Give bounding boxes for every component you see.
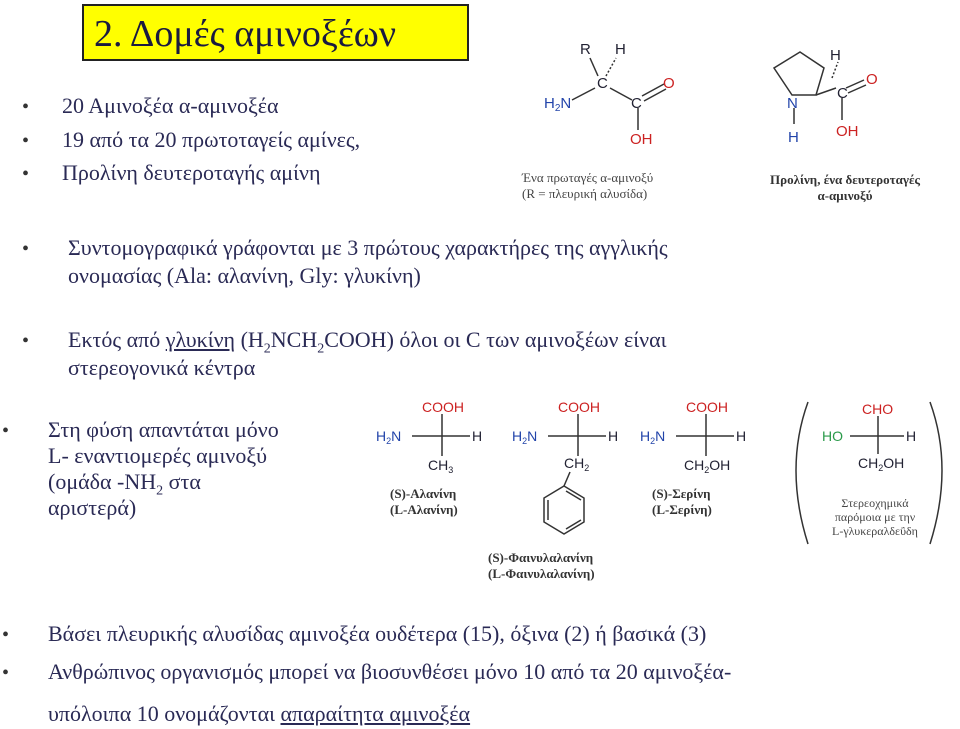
nature-line4: αριστερά)	[48, 495, 137, 520]
nature-line1: Στη φύση απαντάται μόνο	[48, 417, 279, 442]
svg-text:H: H	[615, 41, 626, 58]
svg-text:O: O	[663, 75, 675, 92]
svg-text:OH: OH	[836, 123, 859, 140]
svg-text:CH2: $CH_2$	[564, 455, 590, 473]
bullet-dot: •	[22, 130, 30, 152]
proline-caption: Προλίνη, ένα δευτεροταγές α-αμινοξύ	[770, 172, 920, 203]
svg-text:COOH: COOH	[422, 399, 464, 415]
svg-text:H: H	[472, 428, 482, 444]
serine-caption: (S)-Σερίνη (L-Σερίνη)	[652, 486, 712, 517]
proline-structure	[752, 40, 902, 160]
svg-text:H: H	[608, 428, 618, 444]
svg-text:H: H	[736, 428, 746, 444]
glycine-link[interactable]: γλυκίνη	[165, 327, 236, 352]
phenylalanine-fischer-projection	[508, 396, 618, 546]
svg-text:COOH: COOH	[686, 399, 728, 415]
serine-fischer-projection	[636, 396, 746, 476]
svg-text:H: H	[788, 129, 799, 146]
svg-text:COOH: COOH	[558, 399, 600, 415]
bullet-20-aminoacids: 20 Αμινοξέα α-αμινοξέα	[62, 93, 279, 118]
svg-text:H2N: $H_2N$	[376, 428, 402, 446]
svg-text:H2N: $H_2N$	[544, 95, 572, 114]
nature-line2: L- εναντιομερές αμινοξύ	[48, 443, 268, 468]
svg-text:N: N	[787, 95, 798, 112]
bullet-proline: Προλίνη δευτεροταγής αμίνη	[62, 160, 321, 185]
bullet-dot: •	[2, 662, 10, 684]
svg-text:R: R	[580, 41, 591, 58]
svg-text:HO: HO	[822, 428, 843, 444]
sidechain-bullet: Βάσει πλευρικής αλυσίδας αμινοξέα ουδέτερα (15), όξινα (2) ή βασικά (3)	[48, 621, 707, 646]
essential-aminoacids-link[interactable]: απαραίτητα αμινοξέα	[280, 701, 471, 726]
bullet-dot: •	[22, 163, 30, 185]
svg-text:C: C	[631, 95, 642, 112]
abbr-line1: Συντομογραφικά γράφονται με 3 πρώτους χαρακτήρες της αγγλικής	[68, 235, 668, 260]
svg-text:H2N: $H_2N$	[512, 428, 538, 446]
nature-line3: (ομάδα $-NH_2$ στα	[48, 469, 201, 499]
svg-text:CHO: CHO	[862, 401, 894, 417]
abbr-line2: ονομασίας (Ala: αλανίνη, Gly: γλυκίνη)	[68, 263, 421, 288]
bullet-primary-amines: 19 από τα 20 πρωτοταγείς αμίνες,	[62, 127, 361, 152]
svg-text:CH2OH: $CH_2OH$	[858, 455, 905, 473]
svg-text:H2N: $H_2N$	[640, 428, 666, 446]
bullet-dot: •	[22, 330, 30, 352]
chiral-line1: Εκτός από γλυκίνη $(H_2NCH_2COOH)$ όλοι οι C των αμινοξέων είναι	[68, 327, 667, 357]
phenylalanine-caption: (S)-Φαινυλαλανίνη (L-Φαινυλαλανίνη)	[488, 550, 595, 581]
svg-text:CH3: $CH_3$	[428, 457, 454, 475]
alanine-fischer-projection	[372, 396, 482, 476]
bullet-dot: •	[2, 624, 10, 646]
svg-text:CH2OH: $CH_2OH$	[684, 457, 731, 475]
bullet-dot: •	[22, 96, 30, 118]
generic-amino-acid-structure	[520, 36, 700, 156]
svg-text:C: C	[837, 85, 848, 102]
svg-text:C: C	[597, 75, 608, 92]
bullet-dot: •	[2, 420, 10, 442]
svg-text:H: H	[906, 428, 917, 444]
svg-text:OH: OH	[630, 131, 653, 148]
page-title: 2. Δομές αμινοξέων	[94, 13, 396, 55]
glyceraldehyde-caption: Στερεοχημικά παρόμοια με την L-γλυκεραλδεΰδη	[832, 496, 918, 538]
svg-text:H: H	[830, 47, 841, 64]
generic-caption: Ένα πρωταγές α-αμινοξύ (R = πλευρική αλυσίδα)	[522, 170, 654, 201]
human-line2: υπόλοιπα 10 ονομάζονται απαραίτητα αμινοξέα	[48, 701, 471, 726]
bullet-dot: •	[22, 238, 30, 260]
chiral-line2: στερεογονικά κέντρα	[68, 355, 256, 380]
svg-text:O: O	[866, 71, 878, 88]
alanine-caption: (S)-Αλανίνη (L-Αλανίνη)	[390, 486, 458, 517]
human-line1: Ανθρώπινος οργανισμός μπορεί να βιοσυνθέσει μόνο 10 από τα 20 αμινοξέα-	[48, 659, 732, 684]
title-box	[82, 4, 469, 61]
